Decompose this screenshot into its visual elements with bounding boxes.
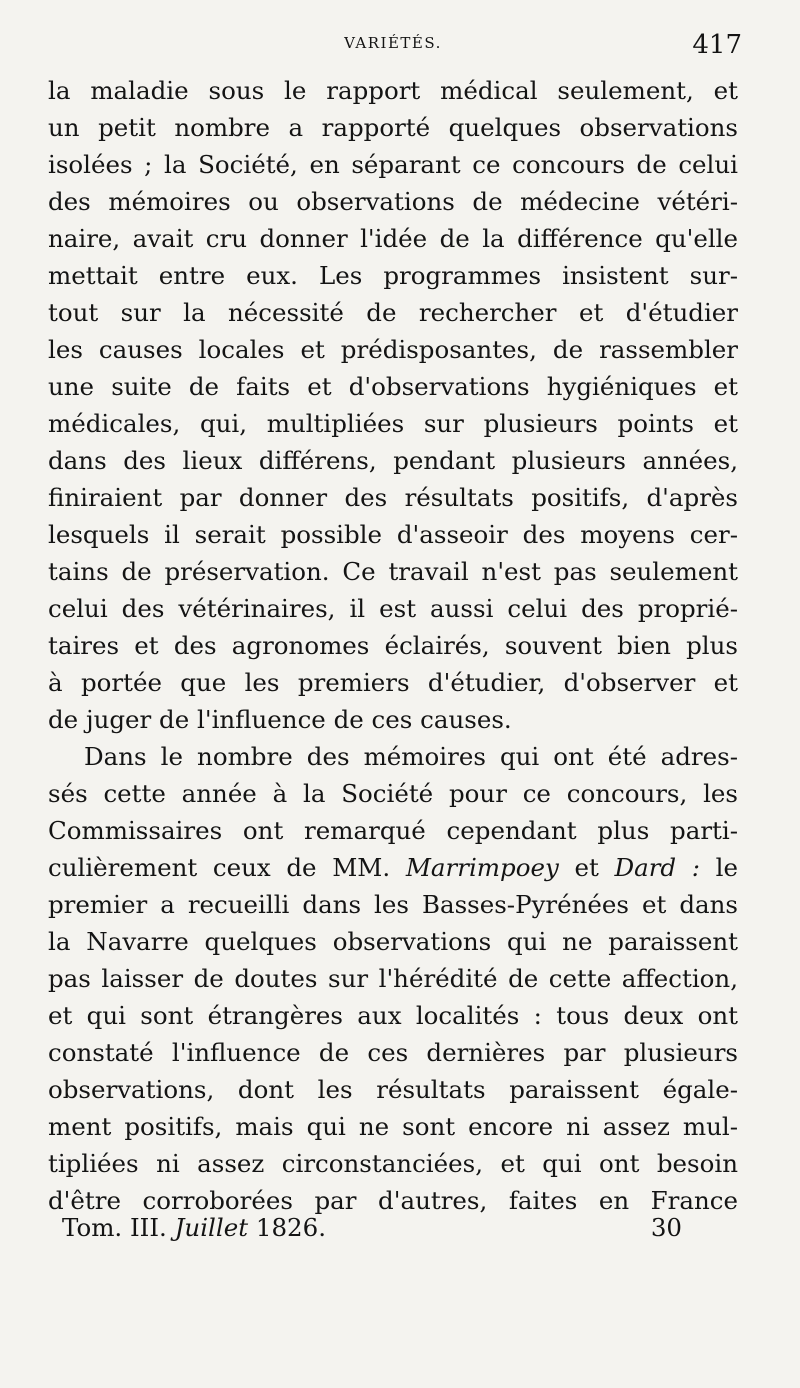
text-line: observations, dont les résultats paraissent égale- — [48, 1075, 738, 1104]
text-line: tipliées ni assez circonstanciées, et qui ont besoin — [48, 1149, 738, 1178]
text-line: celui des vétérinaires, il est aussi celui des proprié- — [48, 594, 738, 623]
text-line: lesquels il serait possible d'asseoir des moyens cer- — [48, 520, 738, 549]
text-line: des mémoires ou observations de médecine vétéri- — [48, 187, 738, 216]
paragraph-end-line: de juger de l'influence de ces causes. — [48, 705, 512, 734]
text-line: finiraient par donner des résultats positifs, d'après — [48, 483, 738, 512]
text-line: une suite de faits et d'observations hygiéniques et — [48, 372, 738, 401]
text-line: à portée que les premiers d'étudier, d'observer et — [48, 668, 738, 697]
volume-label: Tom. III. — [62, 1213, 175, 1242]
text-line: mettait entre eux. Les programmes insistent sur- — [48, 261, 738, 290]
body-text — [48, 72, 738, 1219]
text-line: la Navarre quelques observations qui ne paraissent — [48, 927, 738, 956]
text-line: tout sur la nécessité de rechercher et d'étudier — [48, 298, 738, 327]
text-segment: culièrement ceux de MM. — [48, 853, 406, 882]
year-label: 1826. — [248, 1213, 326, 1242]
running-head — [48, 30, 742, 62]
text-line-with-names — [48, 849, 738, 886]
text-line: pas laisser de doutes sur l'hérédité de cette affection, — [48, 964, 738, 993]
text-line: et qui sont étrangères aux localités : tous deux ont — [48, 1001, 738, 1030]
text-segment: le — [700, 853, 738, 882]
text-line: tains de préservation. Ce travail n'est pas seulement — [48, 557, 738, 586]
text-segment: et — [558, 853, 615, 882]
text-line: les causes locales et prédisposantes, de rassembler — [48, 335, 738, 364]
page-footer — [62, 1208, 682, 1248]
running-title: VARIÉTÉS. — [344, 34, 442, 52]
author-name-marrimpoey: Marrimpoey — [405, 853, 559, 882]
text-line: constaté l'influence de ces dernières par plusieurs — [48, 1038, 738, 1067]
month-label: Juillet — [174, 1213, 249, 1242]
text-line: Commissaires ont remarqué cependant plus parti- — [48, 816, 738, 845]
text-line: ment positifs, mais qui ne sont encore ni assez mul- — [48, 1112, 738, 1141]
signature-mark: 30 — [650, 1213, 682, 1242]
text-line: premier a recueilli dans les Basses-Pyrénées et dans — [48, 890, 738, 919]
text-line: médicales, qui, multipliées sur plusieurs points et — [48, 409, 738, 438]
text-line: un petit nombre a rapporté quelques observations — [48, 113, 738, 142]
text-line: d'être corroborées par d'autres, faites en France — [48, 1186, 738, 1215]
text-line: sés cette année à la Société pour ce concours, les — [48, 779, 738, 808]
text-line: isolées ; la Société, en séparant ce concours de celui — [48, 150, 738, 179]
text-line: naire, avait cru donner l'idée de la différence qu'elle — [48, 224, 738, 253]
text-line: taires et des agronomes éclairés, souvent bien plus — [48, 631, 738, 660]
paragraph-start-line: Dans le nombre des mémoires qui ont été adres- — [84, 742, 738, 771]
author-name-dard: Dard : — [614, 853, 701, 882]
text-line: dans des lieux différens, pendant plusieurs années, — [48, 446, 738, 475]
page-number: 417 — [692, 30, 742, 60]
text-line: la maladie sous le rapport médical seulement, et — [48, 76, 738, 105]
volume-date — [62, 1208, 326, 1248]
